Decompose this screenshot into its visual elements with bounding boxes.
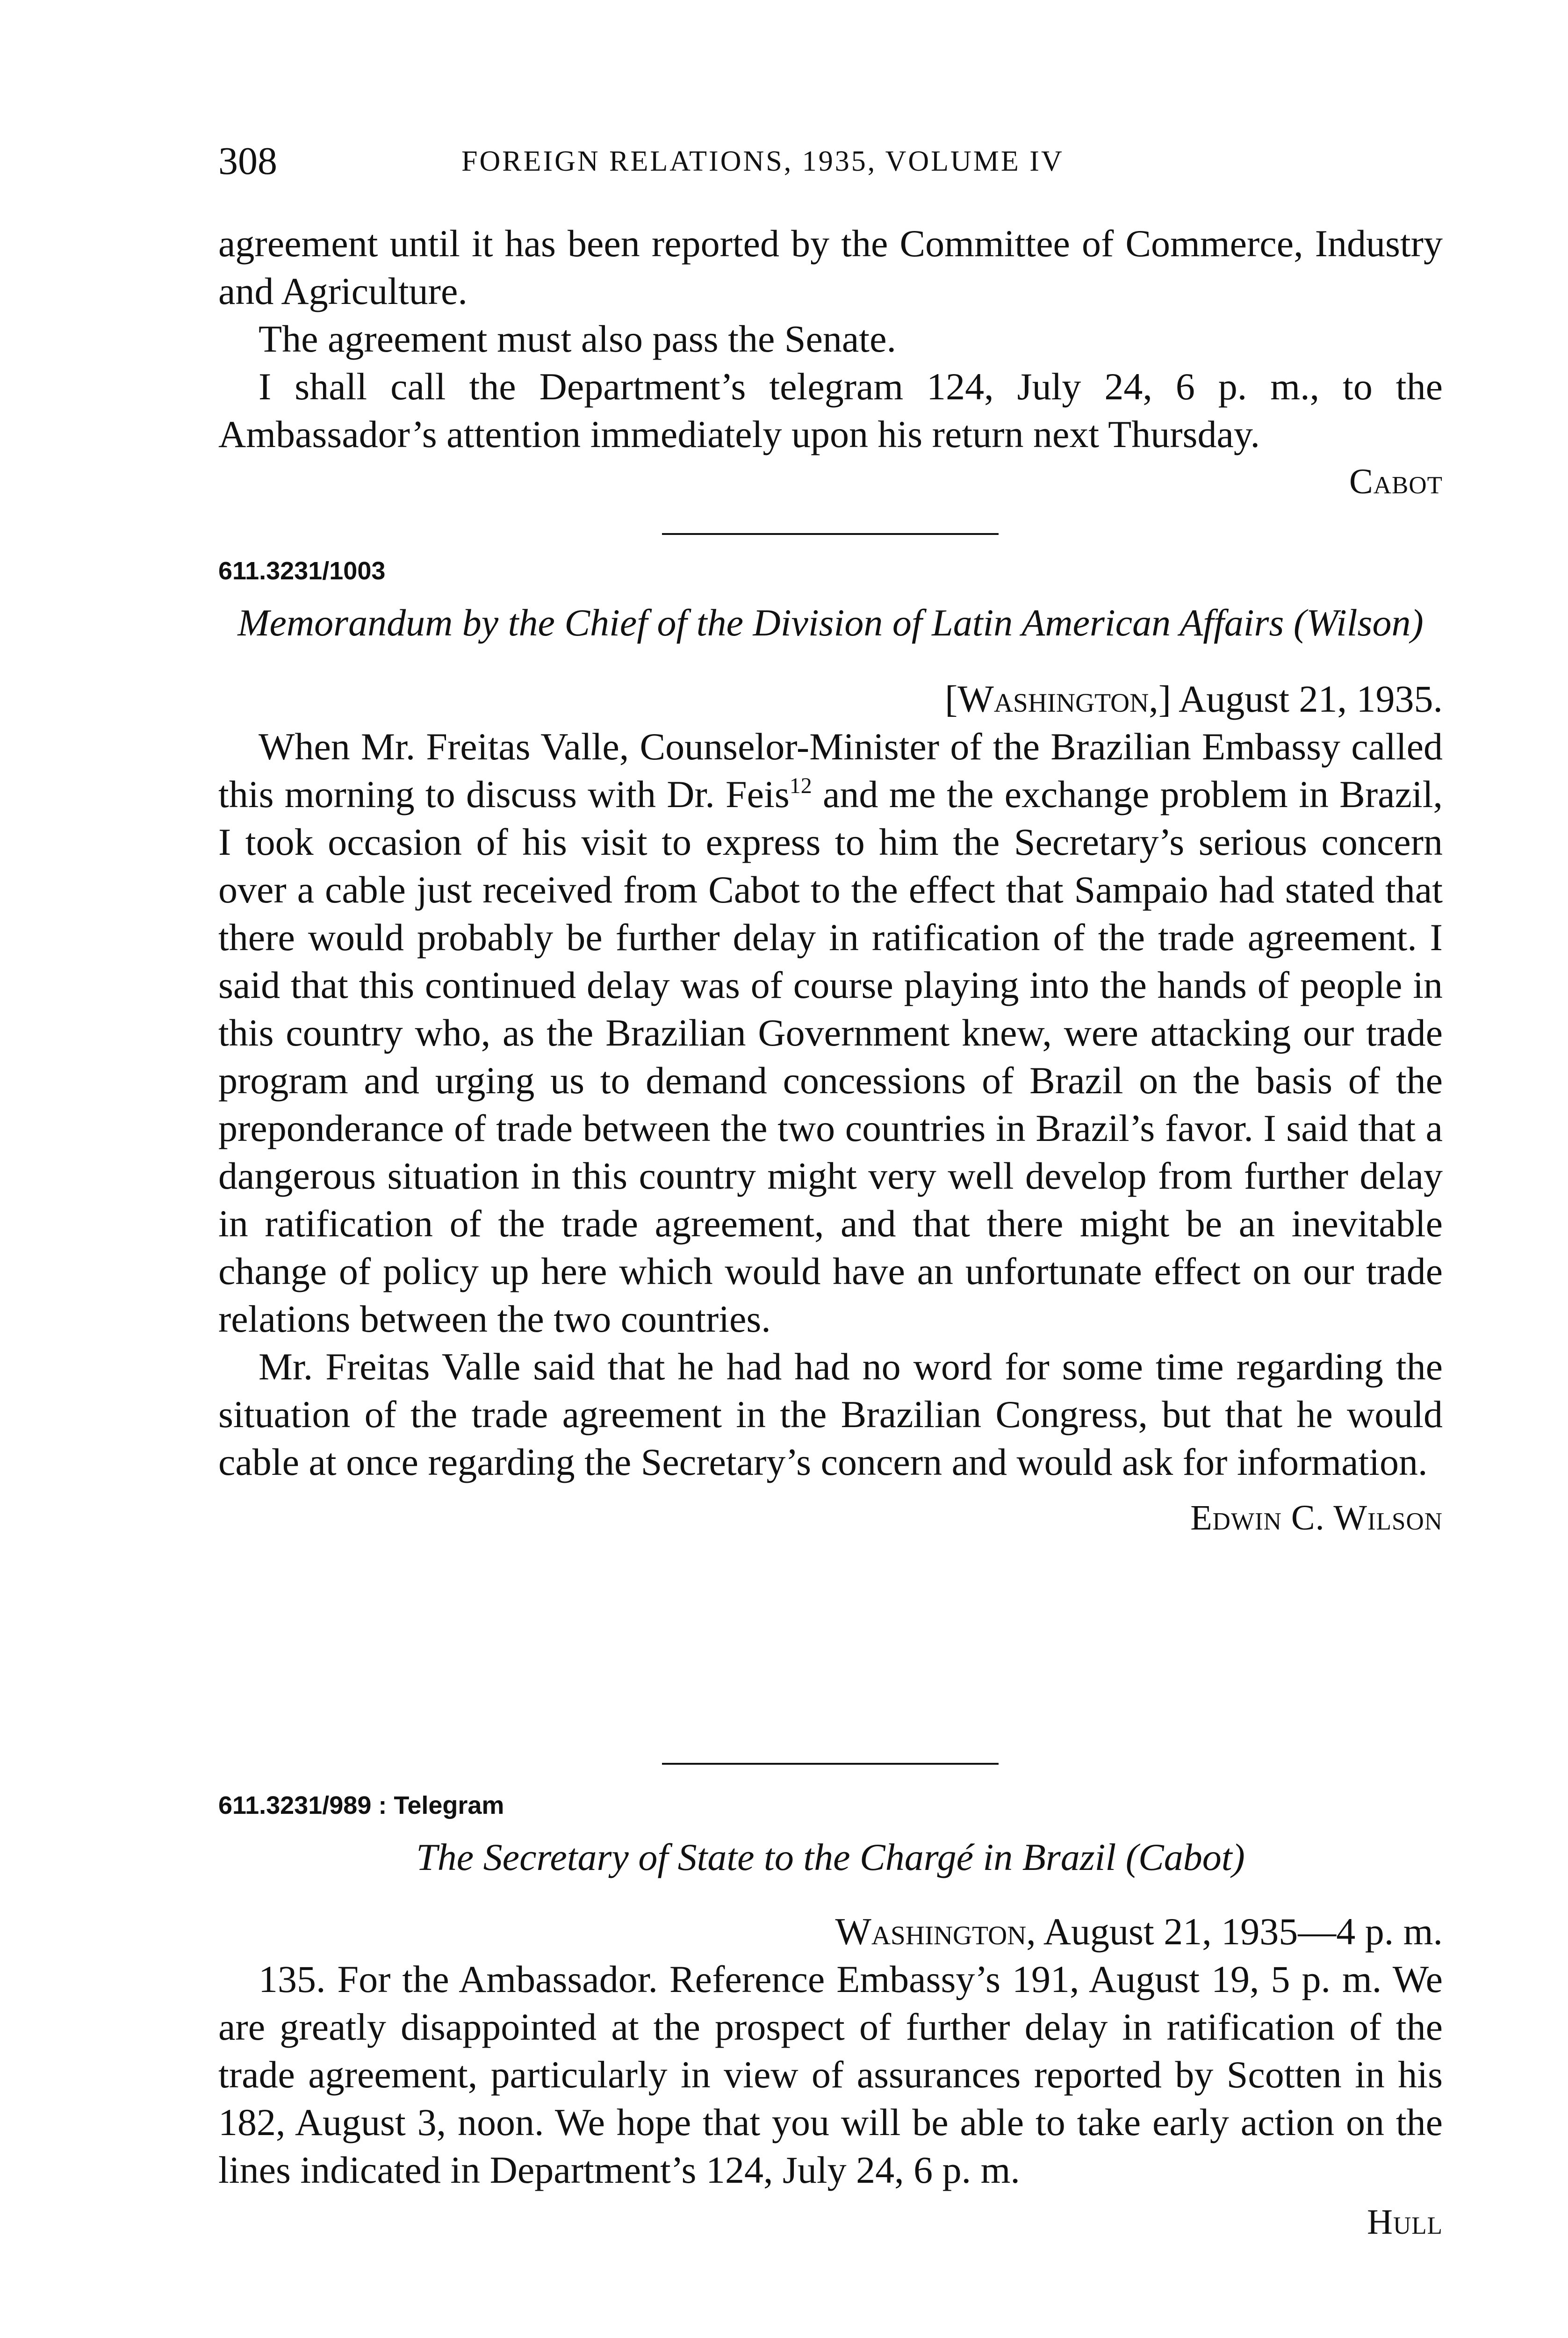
paragraph: 135. For the Ambassador. Reference Embassy’s 191, August 19, 5 p. m. We are greatly disappointed at the prospect of further delay in ratification of the trade agreement, particularly in view of assurances reported by Scotten in his 182, August 3, noon. We hope that you will be able to take early action on the lines indicated in Department’s 124, July 24, 6 p. m.: [218, 1958, 1443, 2191]
dateline-place: [Washington,]: [945, 678, 1172, 720]
document-title: Memorandum by the Chief of the Division of Latin American Affairs (Wilson): [237, 601, 1424, 644]
continued-document: [218, 220, 1443, 505]
dateline-place: Washington,: [835, 1910, 1036, 1953]
running-title: FOREIGN RELATIONS, 1935, VOLUME IV: [461, 145, 1064, 177]
paragraph: Mr. Freitas Valle said that he had had no word for some time regarding the situation of the trade agreement in the Brazilian Congress, but that he would cable at once regarding the Secretary’s concern and would ask for information.: [218, 1345, 1443, 1483]
document-title: The Secretary of State to the Chargé in Brazil (Cabot): [416, 1836, 1245, 1878]
signature-name: Edwin C. Wilson: [1190, 1498, 1443, 1537]
signature: [218, 458, 1443, 505]
paragraph: agreement until it has been reported by the Committee of Commerce, Industry and Agriculture.: [218, 222, 1443, 312]
dateline-date: August 21, 1935—4 p. m.: [1043, 1910, 1443, 1953]
paragraph: The agreement must also pass the Senate.: [259, 318, 896, 360]
file-number: 611.3231/1003: [218, 557, 386, 585]
paragraph: I shall call the Department’s telegram 124, July 24, 6 p. m., to the Ambassador’s attention immediately upon his return next Thursday.: [218, 365, 1443, 455]
section-divider: [662, 1763, 999, 1765]
paragraph-text: and me the exchange problem in Brazil, I took occasion of his visit to express to him the Secretary’s serious concern over a cable just received from Cabot to the effect that Sampaio had stated that there would probably be further delay in ratification of the trade agreement. I said that this continued delay was of course playing into the hands of people in this country who, as the Brazilian Government knew, were attacking our trade program and urging us to demand concessions of Brazil on the basis of the preponderance of trade between the two countries in Brazil’s favor. I said that a dangerous situation in this country might very well develop from further delay in ratification of the trade agreement, and that there might be an inevitable change of policy up here which would have an unfortunate effect on our trade relations between the two countries.: [218, 773, 1443, 1340]
paragraph-text: When Mr. Freitas Valle, Counselor-Minister of the Brazilian Embassy called this morning to discuss with Dr. Feis: [218, 725, 1443, 815]
memorandum-document: [218, 556, 1443, 1541]
paragraph: [218, 723, 1443, 1343]
telegram-document: [218, 1791, 1443, 2245]
signature-name: Cabot: [1349, 462, 1443, 501]
signature: [218, 2199, 1443, 2245]
section-divider: [662, 533, 999, 535]
signature-name: Hull: [1367, 2202, 1443, 2242]
running-head: [218, 138, 1443, 190]
dateline: [218, 675, 1443, 723]
dateline-date: August 21, 1935.: [1179, 678, 1443, 720]
signature: [218, 1494, 1443, 1541]
dateline: [218, 1908, 1443, 1956]
page-number: 308: [218, 139, 277, 183]
footnote-reference: 12: [789, 773, 812, 798]
file-number: 611.3231/989 : Telegram: [218, 1791, 504, 1819]
